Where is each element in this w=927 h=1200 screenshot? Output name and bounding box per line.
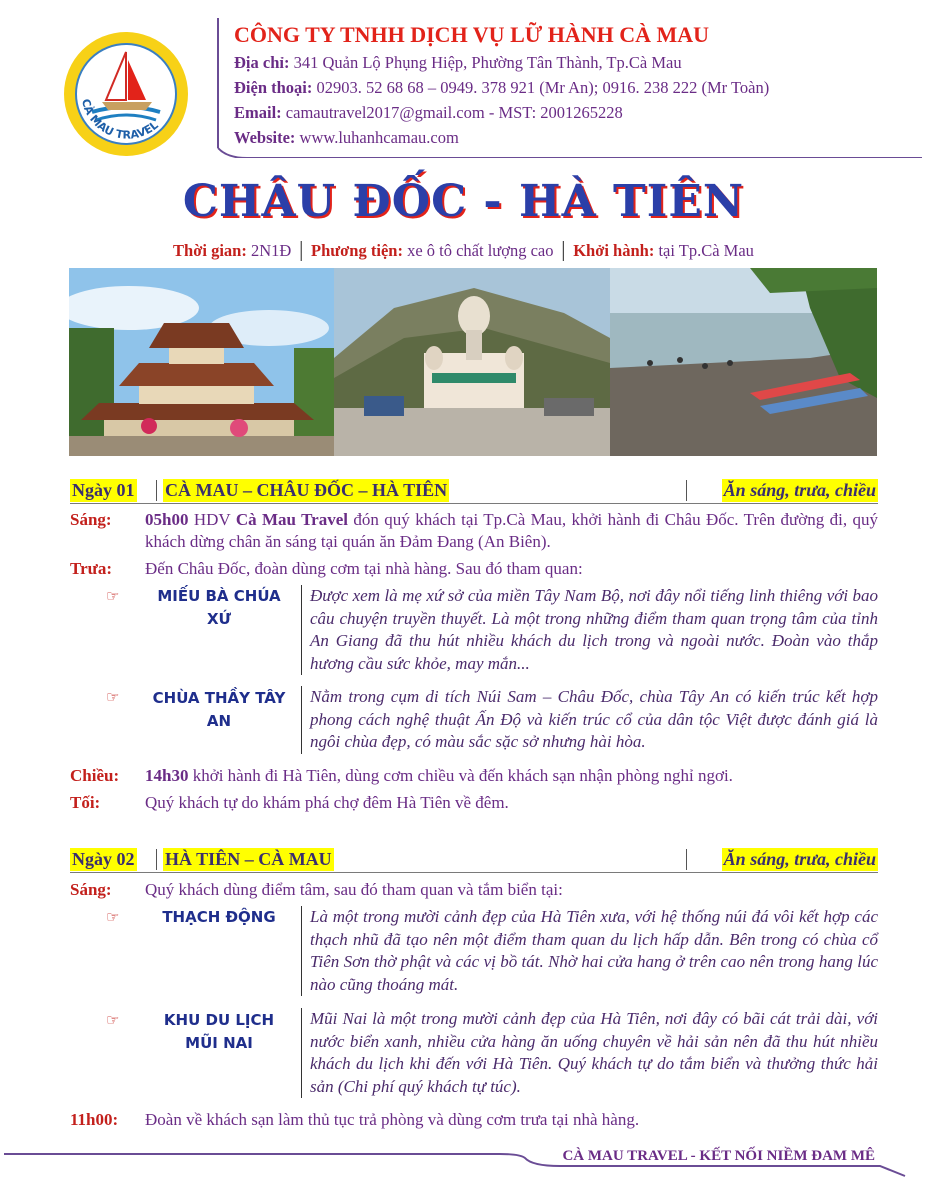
hand-pointer-icon: ☞ [106, 1013, 120, 1029]
place-description: Nằm trong cụm di tích Núi Sam – Châu Đốc, chùa Tây An có kiến trúc kết hợp phong cách nghệ thuật Ấn Độ và kiến trúc cổ của dân tộc Việt được đánh giá là ngôi chùa đẹp, có màu sắc sặc sở nhưng hài hòa. [301, 686, 878, 754]
company-email: Email: camautravel2017@gmail.com - MST: 2001265228 [234, 103, 623, 122]
day-1-evening-text: Quý khách tự do khám phá chợ đêm Hà Tiên về đêm. [145, 793, 509, 812]
day-1-header [70, 479, 878, 504]
divider [156, 480, 157, 501]
place-description: Được xem là mẹ xứ sở của miền Tây Nam Bộ, nơi đây nổi tiếng linh thiêng với bao câu chuyện truyền thuyết. Là một trong những điểm tham quan trọng tâm của tỉnh An Giang đã thu hút nhiều khách du lịch trong và ngoài nước. Đoàn vào thắp hương cầu sức khỏe, may mắn... [301, 585, 878, 675]
day-1-morning-text: 05h00 HDV Cà Mau Travel đón quý khách tại Tp.Cà Mau, khởi hành đi Châu Đốc. Trên đường đi, quý khách dừng chân ăn sáng tại quán ăn Đảm Đang (An Biên). [145, 510, 879, 551]
place-name: THẠCH ĐỘNG [162, 908, 276, 926]
company-phone: Điện thoại: 02903. 52 68 68 – 0949. 378 921 (Mr An); 0916. 238 222 (Mr Toàn) [234, 78, 770, 97]
tour-title: CHÂU ĐỐC - HÀ TIÊN [182, 176, 745, 227]
day-2-header [70, 848, 878, 873]
day-1-morning-label: Sáng: [70, 510, 112, 529]
day-2-route: HÀ TIÊN – CÀ MAU [165, 849, 332, 869]
divider [686, 480, 687, 501]
place-name: MIẾU BÀ CHÚA XỨ [157, 587, 281, 628]
day-2-label: Ngày 02 [72, 849, 135, 869]
day-2-morning-label: Sáng: [70, 880, 112, 899]
company-address: Địa chỉ: 341 Quản Lộ Phụng Hiệp, Phường Tân Thành, Tp.Cà Mau [234, 53, 682, 72]
place-description: Mũi Nai là một trong mười cảnh đẹp của Hà Tiên, nơi đây có bãi cát trải dài, với nước biển xanh, nhiều cửa hàng ăn uống chuyên về hải sản nên đã thu hút nhiều khách du lịch khi đến với Hà Tiên. Quý khách tự do tắm biển và thưởng thức hải sản (Chi phí quý khách tự túc). [301, 1008, 878, 1098]
hand-pointer-icon: ☞ [106, 589, 120, 605]
divider [156, 849, 157, 870]
day-1-afternoon-label: Chiều: [70, 766, 120, 785]
place-name: CHÙA THẦY TÂY AN [152, 689, 286, 730]
photo-beach [610, 268, 877, 456]
day-1-meals: Ăn sáng, trưa, chiều [723, 480, 876, 500]
day-1-noon-label: Trưa: [70, 559, 112, 578]
company-logo [62, 30, 190, 158]
photo-pagoda [334, 268, 610, 456]
day-1-label: Ngày 01 [72, 480, 135, 500]
svg-text:CÀ MAU TRAVEL: CÀ MAU TRAVEL [78, 97, 161, 142]
divider [686, 849, 687, 870]
day-1-route: CÀ MAU – CHÂU ĐỐC – HÀ TIÊN [165, 480, 448, 500]
place-description: Là một trong mười cảnh đẹp của Hà Tiên xưa, với hệ thống núi đá vôi kết hợp các thạch nhũ đã tạo nên một điểm tham quan du lịch hấp dẫn. Bên trong có chùa cổ Tiên Sơn thờ phật và các vị bồ tát. Nhờ hai cửa hang ở trên cao nên trong hang lúc nào cũng thoáng mát. [301, 906, 878, 996]
footer-slogan: CÀ MAU TRAVEL - KẾT NỐI NIỀM ĐAM MÊ [562, 1148, 875, 1164]
day-2-noon-label: 11h00: [70, 1110, 119, 1129]
tour-info: Thời gian: 2N1Đ │ Phương tiện: xe ô tô chất lượng cao │ Khởi hành: tại Tp.Cà Mau [173, 241, 754, 260]
company-website: Website: www.luhanhcamau.com [234, 128, 459, 147]
day-1-noon-text: Đến Châu Đốc, đoàn dùng cơm tại nhà hàng. Sau đó tham quan: [145, 559, 583, 578]
day-2-morning-text: Quý khách dùng điểm tâm, sau đó tham quan và tắm biển tại: [145, 880, 563, 899]
hand-pointer-icon: ☞ [106, 690, 120, 706]
day-1-evening-label: Tối: [70, 793, 101, 812]
photo-temple [69, 268, 334, 456]
company-name: CÔNG TY TNHH DỊCH VỤ LỮ HÀNH CÀ MAU [234, 22, 710, 47]
hand-pointer-icon: ☞ [106, 910, 120, 926]
day-2-meals: Ăn sáng, trưa, chiều [723, 849, 876, 869]
day-2-noon-text: Đoàn về khách sạn làm thủ tục trả phòng và dùng cơm trưa tại nhà hàng. [145, 1110, 640, 1129]
place-name: KHU DU LỊCH MŨI NAI [163, 1011, 275, 1052]
day-1-afternoon-text: 14h30 khởi hành đi Hà Tiên, dùng cơm chiều và đến khách sạn nhận phòng nghỉ ngơi. [145, 766, 733, 785]
